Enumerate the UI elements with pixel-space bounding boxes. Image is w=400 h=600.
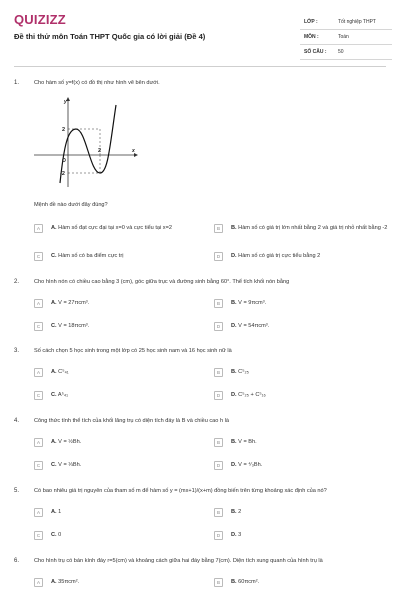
worksheet-title: Đề thi thử môn Toán THPT Quốc gia có lời giải (Đề 4): [14, 32, 206, 41]
option-box[interactable]: C: [34, 531, 43, 540]
question-number: 4.: [14, 418, 20, 424]
option-b[interactable]: [214, 436, 390, 448]
option-c[interactable]: [34, 250, 214, 262]
meta-label: MÔN :: [304, 34, 319, 40]
option-a[interactable]: [34, 576, 214, 588]
option-box[interactable]: B: [214, 578, 223, 587]
option-text: A. Hàm số đạt cực đại tại x=0 và cực tiểu tại x=2: [51, 224, 172, 231]
option-d[interactable]: [214, 459, 390, 471]
meta-row-count: [300, 45, 392, 60]
tick-label-x2: 2: [98, 148, 102, 154]
question-number: 1.: [14, 80, 20, 86]
option-text: A. 1: [51, 508, 62, 515]
option-a[interactable]: [34, 506, 214, 518]
option-text: A. 35πcm².: [51, 578, 80, 585]
meta-row-class: [300, 15, 392, 30]
option-text: B. 2: [231, 508, 242, 515]
option-box[interactable]: B: [214, 224, 223, 233]
option-d[interactable]: [214, 389, 390, 401]
meta-label: LỚP :: [304, 19, 318, 25]
question-text: Cho hình trụ có bán kính đáy r=5(cm) và khoảng cách giữa hai đáy bằng 7(cm). Diện tích xung quanh của hình trụ là: [34, 558, 323, 564]
option-text: A. C⁵₄₁: [51, 368, 69, 375]
meta-row-subject: [300, 30, 392, 45]
question-number: 6.: [14, 558, 20, 564]
option-c[interactable]: [34, 389, 214, 401]
option-text: C. V = 18πcm³.: [51, 322, 90, 329]
option-a[interactable]: [34, 222, 214, 234]
option-box[interactable]: A: [34, 438, 43, 447]
option-text: D. C⁵₂₅ + C⁵₁₆: [231, 391, 266, 398]
function-graph: [30, 95, 140, 190]
option-text: C. A⁵₄₁: [51, 391, 69, 398]
option-text: C. Hàm số có ba điểm cực trị: [51, 252, 124, 259]
option-box[interactable]: A: [34, 368, 43, 377]
option-d[interactable]: [214, 320, 390, 332]
tick-label-y2: 2: [62, 127, 66, 133]
quizizz-logo[interactable]: QUIZIZZ: [14, 12, 66, 27]
option-text: D. V = 54πcm³.: [231, 322, 270, 329]
y-axis-label: y: [64, 99, 67, 105]
question-subtext: Mệnh đề nào dưới đây đúng?: [34, 202, 108, 208]
x-axis-label: x: [132, 148, 135, 154]
option-b[interactable]: [214, 297, 390, 309]
worksheet-meta: [300, 15, 392, 60]
option-box[interactable]: A: [34, 224, 43, 233]
option-b[interactable]: [214, 222, 390, 234]
option-a[interactable]: [34, 297, 214, 309]
option-box[interactable]: A: [34, 578, 43, 587]
tick-label-yneg2: -2: [60, 171, 65, 177]
option-b[interactable]: [214, 506, 390, 518]
meta-value: Toán: [338, 34, 349, 40]
option-box[interactable]: D: [214, 391, 223, 400]
option-b[interactable]: [214, 576, 390, 588]
option-text: C. 0: [51, 531, 62, 538]
option-c[interactable]: [34, 529, 214, 541]
option-text: A. V = ½Bh.: [51, 438, 82, 445]
worksheet-header: [0, 0, 400, 70]
option-box[interactable]: D: [214, 252, 223, 261]
option-text: B. V = 9πcm³.: [231, 299, 267, 306]
question-number: 5.: [14, 488, 20, 494]
option-text: B. C⁵₂₅: [231, 368, 249, 375]
option-box[interactable]: C: [34, 461, 43, 470]
option-d[interactable]: [214, 250, 390, 262]
option-box[interactable]: B: [214, 299, 223, 308]
option-a[interactable]: [34, 366, 214, 378]
option-b[interactable]: [214, 366, 390, 378]
option-box[interactable]: D: [214, 322, 223, 331]
option-box[interactable]: D: [214, 461, 223, 470]
option-text: A. V = 27πcm³.: [51, 299, 90, 306]
question-text: Công thức tính thể tích của khối lăng trụ có diện tích đáy là B và chiều cao h là: [34, 418, 229, 424]
option-box[interactable]: C: [34, 322, 43, 331]
option-box[interactable]: B: [214, 438, 223, 447]
meta-value: 50: [338, 49, 344, 55]
option-box[interactable]: B: [214, 368, 223, 377]
option-c[interactable]: [34, 320, 214, 332]
option-box[interactable]: A: [34, 299, 43, 308]
question-text: Có bao nhiêu giá trị nguyên của tham số m để hàm số y = (mx+1)/(x+m) đồng biến trên từng khoảng xác định của nó?: [34, 488, 327, 494]
option-text: D. V = ⁴⁄₃Bh.: [231, 461, 263, 468]
option-text: C. V = ⅓Bh.: [51, 461, 82, 468]
meta-label: SỐ CÂU :: [304, 49, 327, 55]
option-box[interactable]: C: [34, 391, 43, 400]
question-text: Cho hình nón có chiều cao bằng 3 (cm), góc giữa trục và đường sinh bằng 60°. Thể tích khối nón bằng: [34, 279, 290, 285]
origin-label: O: [62, 158, 66, 164]
question-text: Số cách chọn 5 học sinh trong một lớp có 25 học sinh nam và 16 học sinh nữ là: [34, 348, 232, 354]
option-box[interactable]: A: [34, 508, 43, 517]
option-text: B. Hàm số có giá trị lớn nhất bằng 2 và giá trị nhỏ nhất bằng -2: [231, 224, 388, 231]
option-d[interactable]: [214, 529, 390, 541]
option-text: D. 3: [231, 531, 242, 538]
question-text: Cho hàm số y=f(x) có đồ thị như hình vẽ bên dưới.: [34, 80, 160, 86]
meta-value: Tốt nghiệp THPT: [338, 19, 376, 25]
option-text: D. Hàm số có giá trị cực tiểu bằng 2: [231, 252, 321, 259]
option-c[interactable]: [34, 459, 214, 471]
option-a[interactable]: [34, 436, 214, 448]
question-number: 2.: [14, 279, 20, 285]
header-divider: [14, 66, 386, 67]
option-text: B. 60πcm².: [231, 578, 260, 585]
cubic-curve: [60, 105, 116, 183]
option-box[interactable]: D: [214, 531, 223, 540]
question-number: 3.: [14, 348, 20, 354]
option-box[interactable]: B: [214, 508, 223, 517]
option-box[interactable]: C: [34, 252, 43, 261]
option-text: B. V = Bh.: [231, 438, 257, 445]
